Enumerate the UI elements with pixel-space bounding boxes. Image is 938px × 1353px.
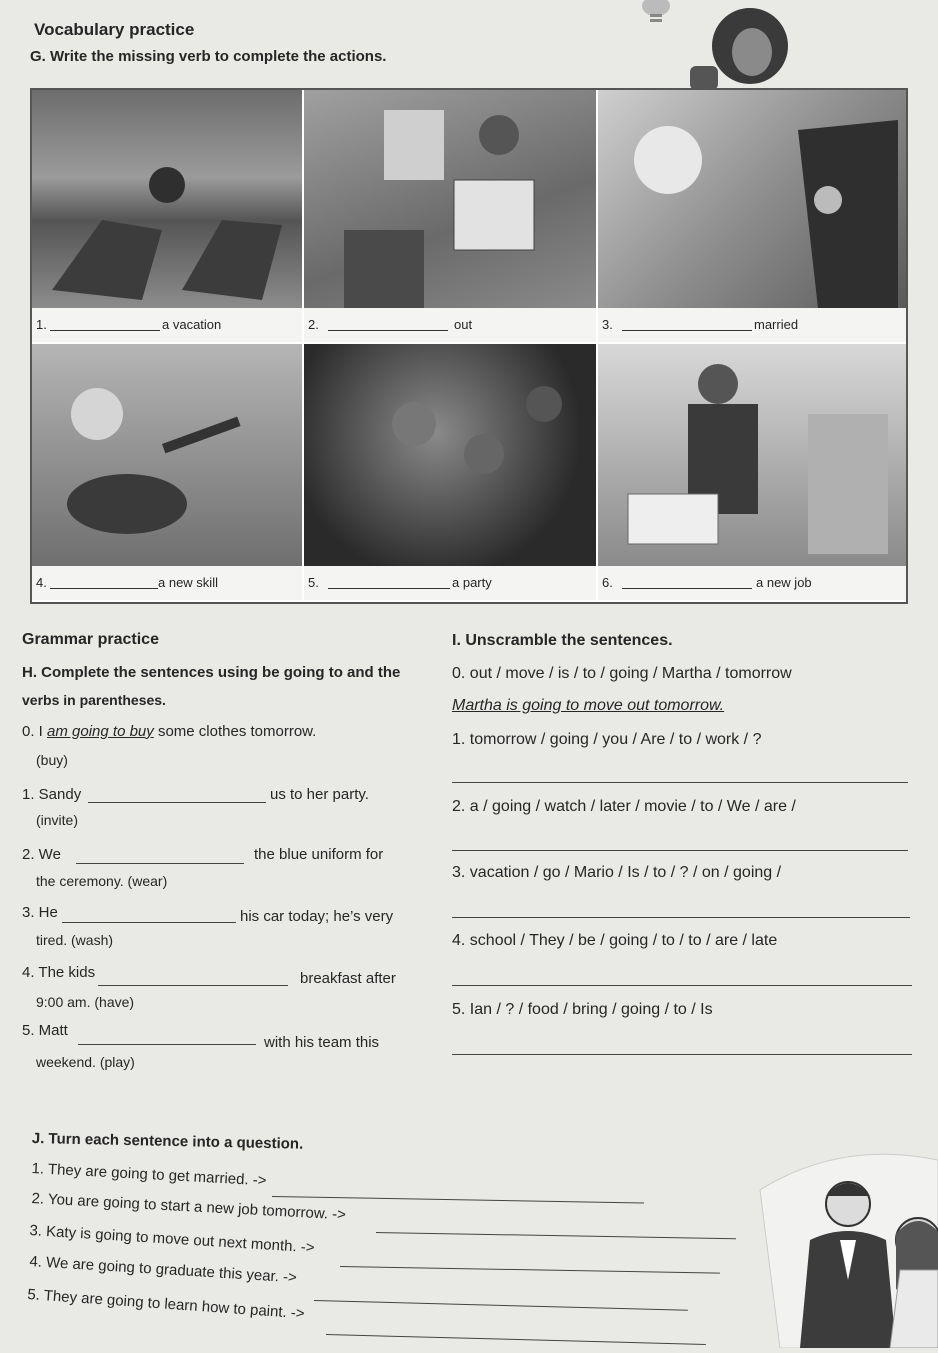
- answer-blank-2[interactable]: [328, 330, 448, 331]
- photo-cell-6: [598, 344, 906, 602]
- instruction-h-line2: verbs in parentheses.: [22, 692, 166, 708]
- section-title-vocabulary: Vocabulary practice: [34, 20, 195, 39]
- h-item-2-num: 2. We: [22, 846, 61, 863]
- unscramble-answer-line-1[interactable]: [452, 782, 908, 783]
- phrase-6: a new job: [756, 575, 812, 590]
- h-blank-4[interactable]: [98, 985, 288, 986]
- phrase-3: married: [754, 317, 799, 332]
- instruction-g: G. Write the missing verb to complete the actions.: [30, 48, 387, 65]
- h-item-2-rest: the blue uniform for: [254, 846, 384, 863]
- h-item-5-verb: weekend. (play): [36, 1054, 135, 1070]
- unscramble-answer-line-2[interactable]: [452, 850, 908, 851]
- answer-blank-6[interactable]: [622, 588, 752, 589]
- unscramble-item-1: 1. tomorrow / going / you / Are / to / work / ?: [452, 731, 762, 748]
- h-blank-2[interactable]: [76, 863, 244, 864]
- h-item-3-num: 3. He: [22, 904, 58, 921]
- phrase-4: a new skill: [158, 575, 218, 590]
- unscramble-answer-line-4[interactable]: [452, 985, 912, 986]
- phrase-2: out: [454, 317, 473, 332]
- photo-cell-1: [32, 90, 302, 342]
- moving-out-photo: [304, 90, 596, 308]
- question-item-3: 3. Katy is going to move out next month. ->: [28, 1222, 316, 1257]
- section-title-grammar: Grammar practice: [22, 631, 159, 648]
- h-item-4-num: 4. The kids: [22, 964, 96, 981]
- phrase-5: a party: [452, 575, 492, 590]
- h-item-2-verb: the ceremony. (wear): [36, 873, 168, 889]
- item-number: 1.: [36, 317, 47, 332]
- h-item-4-verb: 9:00 am. (have): [36, 994, 135, 1010]
- section-title-questions: J. Turn each sentence into a question.: [31, 1130, 304, 1153]
- unscramble-answer-line-5[interactable]: [452, 1054, 912, 1055]
- h-blank-3[interactable]: [62, 922, 236, 923]
- item-number: 3.: [602, 317, 613, 332]
- beach-vacation-photo: [32, 90, 302, 308]
- student-avatar-illustration: [690, 8, 890, 95]
- answer-blank-5[interactable]: [328, 588, 450, 589]
- example-suffix: some clothes tomorrow.: [157, 723, 317, 740]
- question-item-5: 5. They are going to learn how to paint. ->: [26, 1286, 306, 1323]
- h-item-1-rest: us to her party.: [270, 786, 369, 803]
- photo-cell-2: [304, 90, 596, 342]
- photo-cell-4: [32, 344, 302, 602]
- item-number: 4.: [36, 575, 47, 590]
- unscramble-answer-line-3[interactable]: [452, 917, 910, 918]
- item-number: 5.: [308, 575, 319, 590]
- guitar-photo: [32, 344, 302, 566]
- unscramble-item-3: 3. vacation / go / Mario / Is / to / ? / on / going /: [452, 864, 782, 881]
- vocabulary-photo-grid: [30, 88, 908, 604]
- h-item-3-rest: his car today; he’s very: [240, 908, 394, 925]
- unscramble-example-answer: Martha is going to move out tomorrow.: [452, 697, 725, 714]
- lightbulb-icon: [636, 0, 676, 31]
- h-item-4-rest: breakfast after: [300, 970, 396, 987]
- wedding-photo: [598, 90, 906, 308]
- answer-blank-3[interactable]: [622, 330, 752, 331]
- example-sentence-h: [22, 723, 316, 740]
- answer-blank-4[interactable]: [50, 588, 158, 589]
- example-prefix: 0. I: [22, 723, 43, 740]
- item-number: 2.: [308, 317, 319, 332]
- h-blank-5[interactable]: [78, 1044, 256, 1045]
- photo-cell-5: [304, 344, 596, 602]
- unscramble-item-5: 5. Ian / ? / food / bring / going / to / Is: [452, 1001, 713, 1018]
- wedding-couple-illustration: [740, 1130, 938, 1353]
- phrase-1: a vacation: [162, 317, 222, 332]
- party-photo: [304, 344, 596, 566]
- h-blank-1[interactable]: [88, 802, 266, 803]
- question-item-1: 1. They are going to get married. ->: [31, 1160, 267, 1190]
- unscramble-item-4: 4. school / They / be / going / to / to / are / late: [452, 932, 778, 949]
- question-answer-line-5[interactable]: [326, 1334, 706, 1345]
- new-job-photo: [598, 344, 906, 566]
- h-item-3-verb: tired. (wash): [36, 932, 114, 948]
- question-answer-line-2[interactable]: [376, 1232, 736, 1239]
- h-item-5-num: 5. Matt: [22, 1022, 68, 1039]
- h-item-1-verb: (invite): [36, 812, 79, 828]
- question-item-4: 4. We are going to graduate this year. ->: [28, 1253, 298, 1287]
- question-item-2: 2. You are going to start a new job tomorrow. ->: [31, 1190, 347, 1224]
- question-answer-line-4[interactable]: [314, 1300, 688, 1311]
- photo-cell-3: [598, 90, 906, 342]
- h-item-5-rest: with his team this: [264, 1034, 380, 1051]
- item-number: 6.: [602, 575, 613, 590]
- question-answer-line-1[interactable]: [272, 1196, 644, 1203]
- unscramble-example: 0. out / move / is / to / going / Martha / tomorrow: [452, 665, 792, 682]
- unscramble-item-2: 2. a / going / watch / later / movie / to / We / are /: [452, 798, 796, 815]
- question-answer-line-3[interactable]: [340, 1266, 720, 1274]
- example-answer: am going to buy: [47, 723, 154, 740]
- answer-blank-1[interactable]: [50, 330, 160, 331]
- example-verb: (buy): [36, 752, 68, 768]
- section-title-unscramble: I. Unscramble the sentences.: [452, 632, 673, 649]
- instruction-h-line1: H. Complete the sentences using be going to and the: [22, 664, 401, 681]
- h-item-1-num: 1. Sandy: [22, 786, 82, 803]
